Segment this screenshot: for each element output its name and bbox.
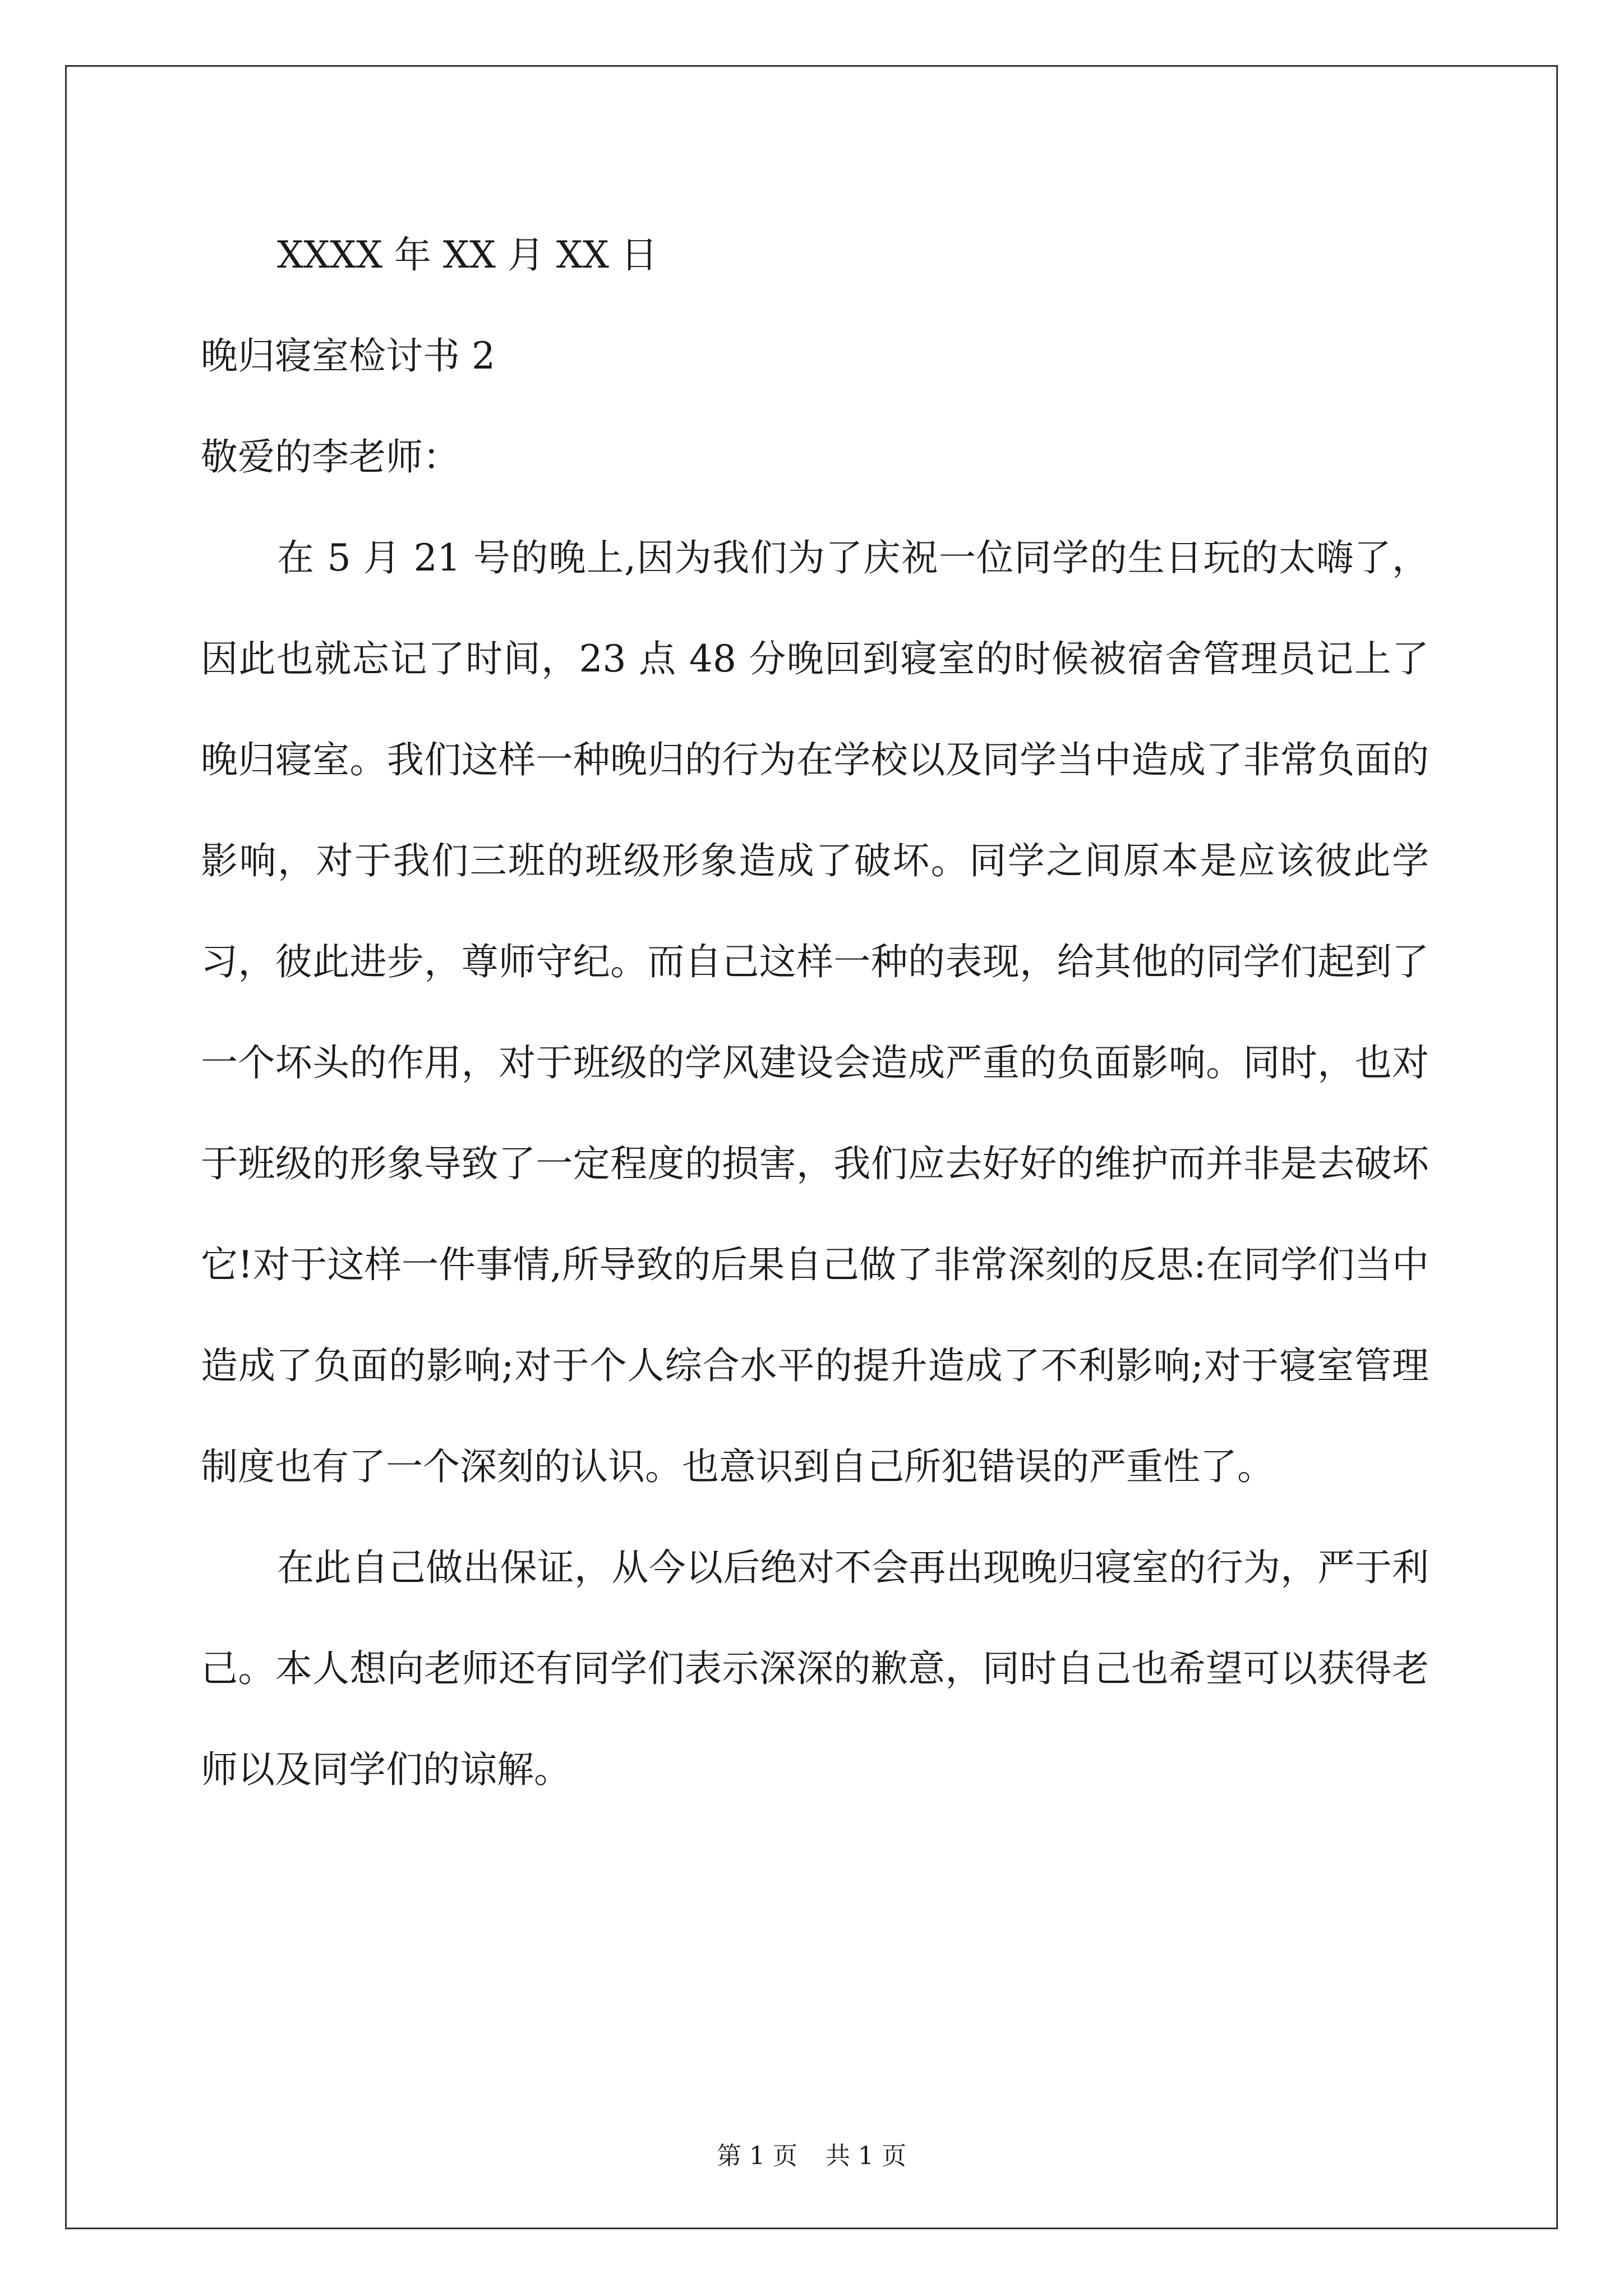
- salutation: 敬爱的李老师：: [201, 435, 460, 478]
- page-number-total: 共 1 页: [826, 2142, 906, 2170]
- document-body: [201, 205, 1429, 1820]
- document-title: 晚归寝室检讨书 2: [201, 334, 495, 378]
- page-number-current: 第 1 页: [717, 2142, 797, 2170]
- paragraph-2: 在此自己做出保证，从今以后绝对不会再出现晚归寝室的行为，严于利己。本人想向老师还有同学们表示深深的歉意，同时自己也希望可以获得老师以及同学们的谅解。: [201, 1546, 1429, 1791]
- page-footer: [0, 2139, 1623, 2173]
- date-line: XXXX 年 XX 月 XX 日: [277, 233, 658, 277]
- paragraph-1: 在 5 月 21 号的晚上,因为我们为了庆祝一位同学的生日玩的太嗨了，因此也就忘记了时间，23 点 48 分晚回到寝室的时候被宿舍管理员记上了晚归寝室。我们这样一种晚归的行为在学校以及同学当中造成了非常负面的影响，对于我们三班的班级形象造成了破坏。同学之间原本是应该彼此学习，彼此进步，尊师守纪。而自己这样一种的表现，给其他的同学们起到了一个坏头的作用，对于班级的学风建设会造成严重的负面影响。同时，也对于班级的形象导致了一定程度的损害，我们应去好好的维护而并非是去破坏它!对于这样一件事情,所导致的后果自己做了非常深刻的反思:在同学们当中造成了负面的影响;对于个人综合水平的提升造成了不利影响;对于寝室管理制度也有了一个深刻的认识。也意识到自己所犯错误的严重性了。: [201, 536, 1429, 1488]
